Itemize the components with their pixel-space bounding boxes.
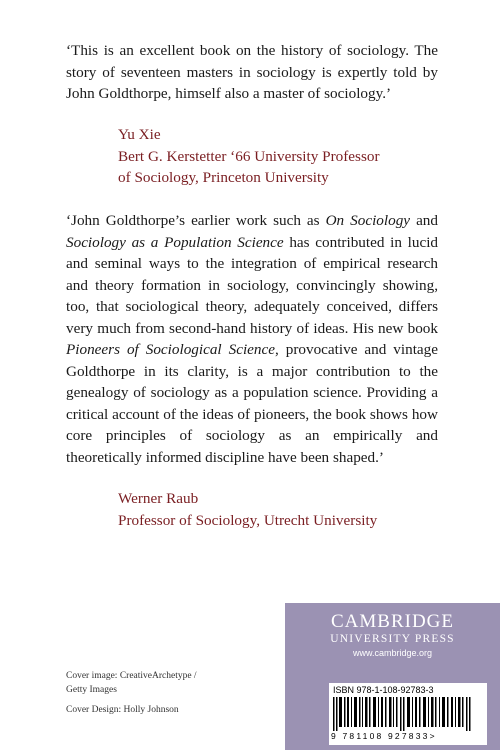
attribution-werner-raub	[118, 488, 377, 531]
barcode-bars-icon	[333, 697, 483, 731]
book-title: Sociology as a Population Science	[66, 233, 284, 251]
attribution-author: Werner Raub	[118, 490, 199, 507]
attribution-role: Bert G. Kerstetter ‘66 University Professor	[118, 147, 380, 165]
quote-text: has contributed in lucid and seminal ways to the integration of empirical research and theory formation in sociology, convincingly showing, too, that sociological theory, adequately conceived, differs very much from second-hand history of ideas. His new book	[66, 233, 439, 337]
attribution-role: of Sociology, Princeton University	[118, 169, 329, 186]
attribution-role: Professor of Sociology, Utrecht University	[118, 511, 378, 529]
publisher-url: www.cambridge.org	[352, 648, 433, 658]
book-title: Pioneers of Sociological Science	[66, 341, 275, 358]
cover-credits	[66, 670, 197, 725]
barcode-digits: 9 781108 927833>	[331, 731, 437, 741]
cover-design-credit: Cover Design: Holly Johnson	[66, 705, 179, 715]
attribution-author: Yu Xie	[118, 126, 161, 143]
publisher-name: CAMBRIDGE	[330, 611, 454, 632]
publisher-press: UNIVERSITY PRESS	[330, 633, 455, 645]
barcode	[329, 683, 487, 745]
quote-text: and	[410, 212, 438, 229]
attribution-yu-xie	[118, 124, 380, 189]
isbn-label: ISBN 978-1-108-92783-3	[333, 685, 434, 695]
cover-image-credit: Cover image: CreativeArchetype /	[66, 671, 197, 681]
book-title: On Sociology	[325, 212, 411, 229]
publisher-panel	[285, 603, 500, 750]
quote-werner-raub	[66, 210, 438, 468]
quote-yu-xie	[66, 40, 438, 105]
quote-text: , provocative and vintage Goldthorpe in its clarity, is a major contribution to the genealogy of sociology as a population science. Providing a critical account of the ideas of pioneers, the book shows how core principles of sociology as an empirically and theoretically informed discipline have been shaped.’	[66, 341, 438, 466]
cover-image-credit: Getty Images	[66, 684, 117, 695]
quote-text: ‘This is an excellent book on the history of sociology. The story of seventeen masters in sociology is expertly told by John Goldthorpe, himself also a master of sociology.’	[66, 42, 438, 102]
quote-text: ‘John Goldthorpe’s earlier work such as	[66, 212, 326, 229]
